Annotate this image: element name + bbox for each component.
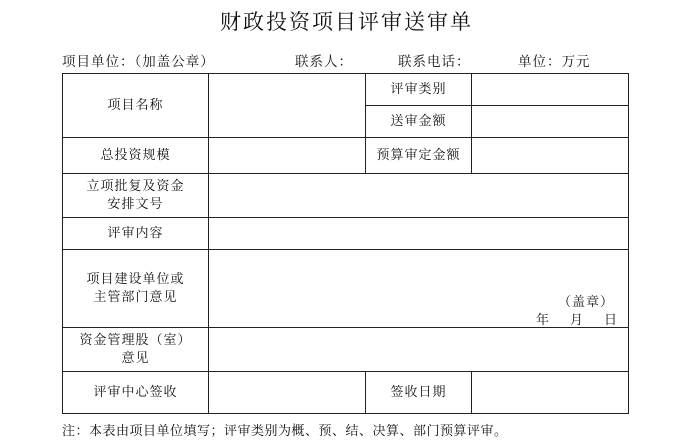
center-sign-field[interactable]: [209, 372, 366, 414]
budget-approved-amount-field[interactable]: [472, 138, 629, 174]
review-type-label: 评审类别: [366, 74, 472, 106]
project-unit-label: 项目单位：（加盖公章）: [62, 54, 215, 70]
budget-approved-amount-label: 预算审定金额: [366, 138, 472, 174]
month-label: 月: [569, 313, 584, 328]
unit-label: 单位：万元: [518, 54, 591, 70]
opinion-label: 项目建设单位或 主管部门意见: [63, 250, 209, 328]
review-content-field[interactable]: [209, 218, 629, 250]
center-sign-label: 评审中心签收: [63, 372, 209, 414]
opinion-field[interactable]: [209, 250, 629, 328]
project-name-field[interactable]: [209, 74, 366, 138]
review-form-table: [62, 73, 629, 414]
submitted-amount-field[interactable]: [472, 106, 629, 138]
year-label: 年: [535, 313, 550, 328]
project-name-label: 项目名称: [63, 74, 209, 138]
seal-text: （盖章）: [557, 295, 614, 310]
fund-mgmt-label: 资金管理股（室） 意见: [63, 328, 209, 372]
footer-note: 注：本表由项目单位填写；评审类别为概、预、结、决算、部门预算评审。: [62, 424, 508, 439]
sign-date-label: 签收日期: [366, 372, 472, 414]
fund-mgmt-field[interactable]: [209, 328, 629, 372]
contact-person-label: 联系人：: [295, 54, 353, 70]
date-line: [536, 309, 618, 328]
approval-doc-field[interactable]: [209, 174, 629, 218]
total-investment-label: 总投资规模: [63, 138, 209, 174]
review-content-label: 评审内容: [63, 218, 209, 250]
sign-date-field[interactable]: [472, 372, 629, 414]
total-investment-field[interactable]: [209, 138, 366, 174]
review-type-field[interactable]: [472, 74, 629, 106]
approval-doc-label: 立项批复及资金 安排文号: [63, 174, 209, 218]
form-title: 财政投资项目评审送审单: [220, 10, 473, 34]
submitted-amount-label: 送审金额: [366, 106, 472, 138]
day-label: 日: [603, 313, 618, 328]
contact-phone-label: 联系电话：: [398, 54, 471, 70]
